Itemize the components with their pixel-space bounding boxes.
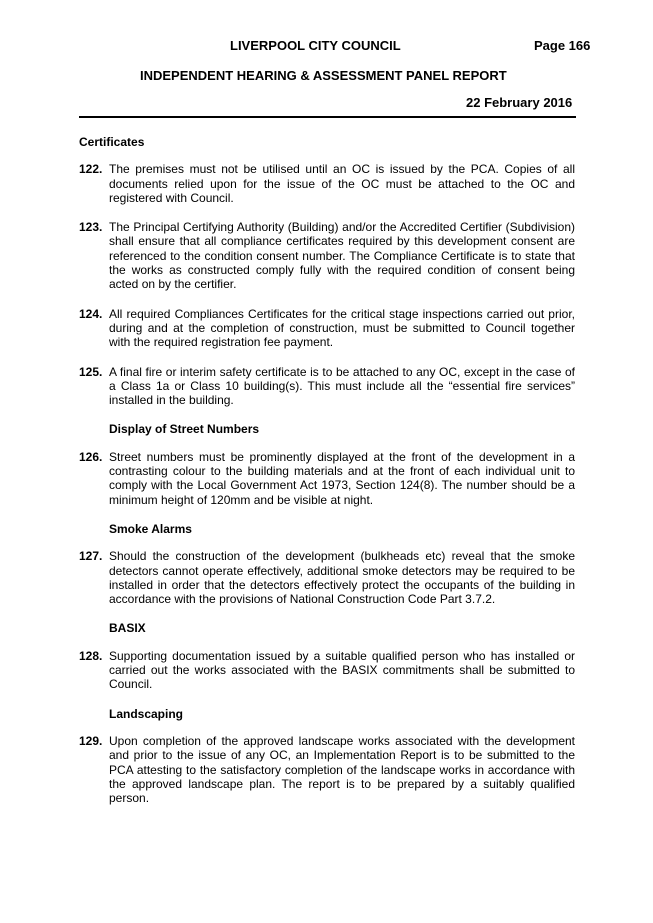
condition-number: 129. xyxy=(79,733,103,748)
condition-122 xyxy=(79,162,575,205)
condition-number: 124. xyxy=(79,306,103,321)
page-number: Page 166 xyxy=(534,38,591,53)
condition-number: 126. xyxy=(79,449,103,464)
report-date: 22 February 2016 xyxy=(466,95,573,110)
report-title: INDEPENDENT HEARING & ASSESSMENT PANEL REPORT xyxy=(140,68,507,83)
condition-number: 128. xyxy=(79,648,103,663)
condition-text: Street numbers must be prominently displayed at the front of the development in a contrasting colour to the building materials and at the front of each individual unit to comply with the Local Government Act 1973, Section 124(8). The number should be a minimum height of 120mm and be visible at night. xyxy=(109,449,575,507)
condition-text: Upon completion of the approved landscape works associated with the development and prior to the issue of any OC, an Implementation Report is to be submitted to the PCA attesting to the satisfactory completion of the landscape works in accordance with the approved landscape plan. The report is to be prepared by a suitably qualified person. xyxy=(109,733,575,806)
section-heading-certificates: Certificates xyxy=(79,135,145,149)
condition-text: A final fire or interim safety certificate is to be attached to any OC, except in the case of a Class 1a or Class 10 building(s). This must include all the “essential fire services” installed in the building. xyxy=(109,364,575,408)
condition-128 xyxy=(79,649,575,692)
condition-124 xyxy=(79,307,575,350)
section-heading-landscaping: Landscaping xyxy=(109,706,184,721)
condition-number: 122. xyxy=(79,162,103,177)
condition-text: The premises must not be utilised until an OC is issued by the PCA. Copies of all documents relied upon for the issue of the OC must be attached to the OC and registered with Council. xyxy=(109,162,575,205)
condition-text: All required Compliances Certificates for the critical stage inspections carried out prior, during and at the completion of construction, must be submitted to Council together with the required registration fee payment. xyxy=(109,306,575,350)
condition-127 xyxy=(79,549,575,606)
condition-125 xyxy=(79,365,575,408)
header-divider xyxy=(79,116,576,118)
section-heading-basix: BASIX xyxy=(109,621,146,636)
condition-text: Supporting documentation issued by a suitable qualified person who has installed or carried out the works associated with the BASIX commitments shall be submitted to Council. xyxy=(109,648,575,692)
condition-number: 125. xyxy=(79,364,103,379)
condition-123 xyxy=(79,220,575,291)
council-name: LIVERPOOL CITY COUNCIL xyxy=(230,38,401,53)
section-heading-smoke-alarms: Smoke Alarms xyxy=(109,521,192,536)
condition-text: The Principal Certifying Authority (Building) and/or the Accredited Certifier (Subdivision) shall ensure that all compliance certificates required by this development consent are referenced to the condition consent number. The Compliance Certificate is to state that the works as constructed comply fully with the required condition of consent being acted on by the certifier. xyxy=(109,220,575,292)
condition-number: 127. xyxy=(79,549,103,564)
section-heading-street-numbers: Display of Street Numbers xyxy=(109,422,260,437)
condition-number: 123. xyxy=(79,220,103,235)
condition-text: Should the construction of the development (bulkheads etc) reveal that the smoke detectors cannot operate effectively, additional smoke detectors may be required to be installed in order that the detectors effectively protect the occupants of the building in accordance with the provisions of National Construction Code Part 3.7.2. xyxy=(109,549,575,607)
condition-129 xyxy=(79,734,575,805)
condition-126 xyxy=(79,450,575,507)
document-body xyxy=(79,135,575,805)
